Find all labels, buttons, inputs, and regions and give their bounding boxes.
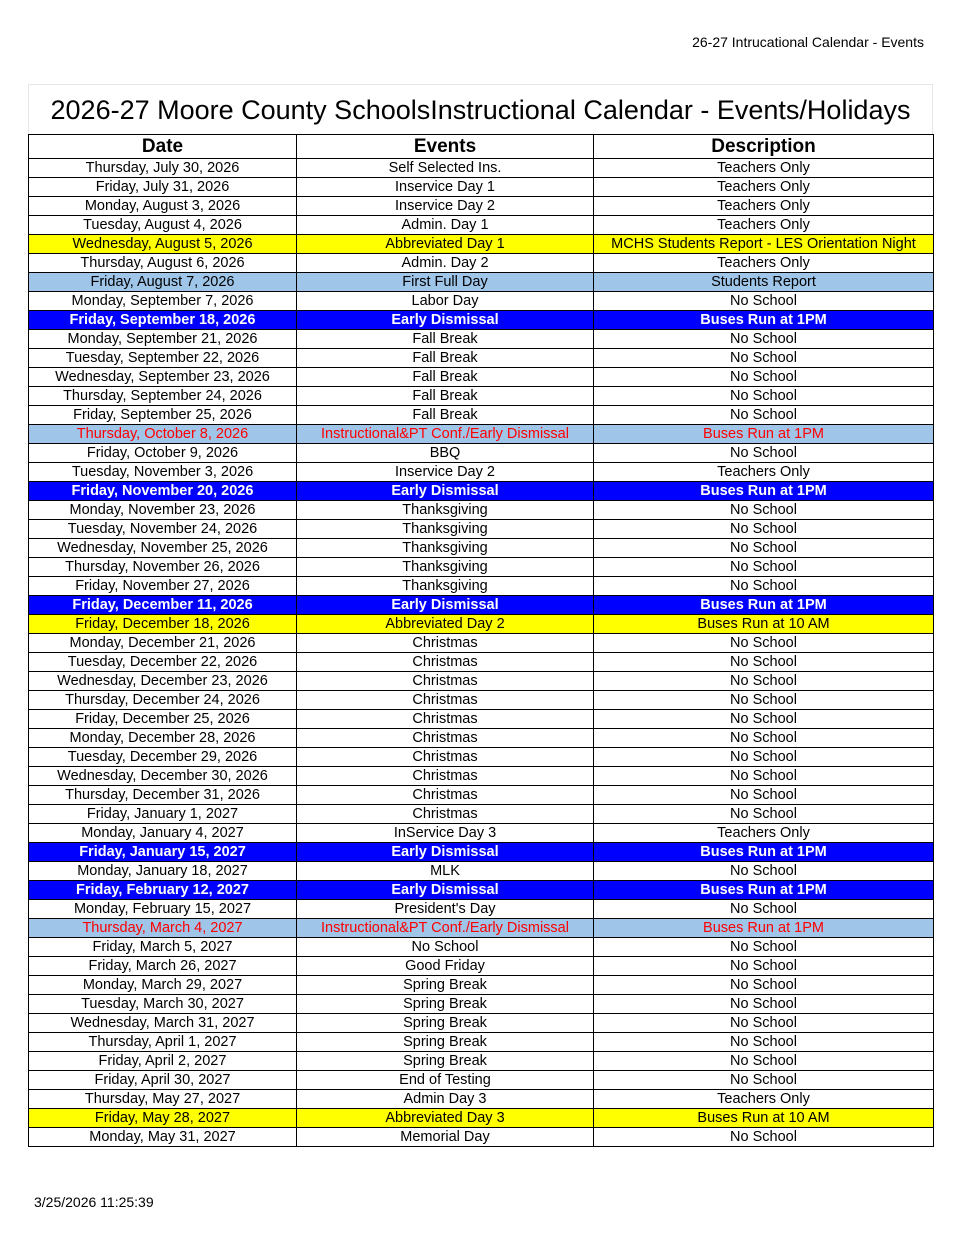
table-row — [29, 539, 934, 558]
cell-description: Teachers Only — [594, 216, 934, 235]
cell-event: Early Dismissal — [297, 311, 594, 330]
cell-date: Tuesday, December 29, 2026 — [29, 748, 297, 767]
cell-description: Teachers Only — [594, 254, 934, 273]
cell-description: No School — [594, 767, 934, 786]
cell-description: Students Report — [594, 273, 934, 292]
column-header-description: Description — [594, 135, 934, 159]
table-row — [29, 520, 934, 539]
cell-date: Thursday, April 1, 2027 — [29, 1033, 297, 1052]
cell-event: Spring Break — [297, 995, 594, 1014]
cell-event: Christmas — [297, 805, 594, 824]
table-row — [29, 1052, 934, 1071]
cell-event: Fall Break — [297, 387, 594, 406]
table-row — [29, 349, 934, 368]
cell-description: No School — [594, 653, 934, 672]
cell-event: Fall Break — [297, 406, 594, 425]
cell-date: Thursday, August 6, 2026 — [29, 254, 297, 273]
cell-description: Teachers Only — [594, 1090, 934, 1109]
column-header-date: Date — [29, 135, 297, 159]
table-row — [29, 862, 934, 881]
table-row — [29, 235, 934, 254]
table-row — [29, 197, 934, 216]
cell-event: Labor Day — [297, 292, 594, 311]
table-row — [29, 387, 934, 406]
cell-description: No School — [594, 330, 934, 349]
cell-date: Friday, April 2, 2027 — [29, 1052, 297, 1071]
cell-date: Wednesday, March 31, 2027 — [29, 1014, 297, 1033]
cell-event: Thanksgiving — [297, 577, 594, 596]
table-row — [29, 976, 934, 995]
table-row — [29, 311, 934, 330]
cell-description: No School — [594, 995, 934, 1014]
cell-date: Thursday, October 8, 2026 — [29, 425, 297, 444]
cell-event: Abbreviated Day 2 — [297, 615, 594, 634]
cell-event: Christmas — [297, 767, 594, 786]
cell-date: Friday, March 5, 2027 — [29, 938, 297, 957]
table-row — [29, 710, 934, 729]
cell-description: No School — [594, 1052, 934, 1071]
table-row — [29, 159, 934, 178]
table-row — [29, 634, 934, 653]
table-row — [29, 444, 934, 463]
cell-description: Buses Run at 1PM — [594, 311, 934, 330]
cell-date: Thursday, March 4, 2027 — [29, 919, 297, 938]
cell-description: No School — [594, 805, 934, 824]
table-row — [29, 672, 934, 691]
cell-event: Early Dismissal — [297, 596, 594, 615]
cell-date: Tuesday, September 22, 2026 — [29, 349, 297, 368]
table-row — [29, 368, 934, 387]
table-row — [29, 805, 934, 824]
cell-description: Buses Run at 1PM — [594, 881, 934, 900]
cell-event: Inservice Day 1 — [297, 178, 594, 197]
cell-description: No School — [594, 976, 934, 995]
table-row — [29, 558, 934, 577]
table-row — [29, 425, 934, 444]
cell-date: Friday, April 30, 2027 — [29, 1071, 297, 1090]
cell-event: Christmas — [297, 786, 594, 805]
cell-description: Teachers Only — [594, 824, 934, 843]
cell-date: Friday, September 25, 2026 — [29, 406, 297, 425]
cell-date: Friday, January 15, 2027 — [29, 843, 297, 862]
cell-event: Christmas — [297, 634, 594, 653]
cell-event: Good Friday — [297, 957, 594, 976]
cell-event: Admin. Day 1 — [297, 216, 594, 235]
cell-event: Self Selected Ins. — [297, 159, 594, 178]
print-timestamp: 3/25/2026 11:25:39 — [34, 1194, 154, 1210]
table-row — [29, 463, 934, 482]
cell-description: Buses Run at 10 AM — [594, 1109, 934, 1128]
table-row — [29, 482, 934, 501]
table-row — [29, 292, 934, 311]
cell-date: Monday, May 31, 2027 — [29, 1128, 297, 1147]
cell-description: No School — [594, 368, 934, 387]
table-row — [29, 596, 934, 615]
cell-date: Wednesday, August 5, 2026 — [29, 235, 297, 254]
cell-description: Buses Run at 1PM — [594, 596, 934, 615]
cell-date: Friday, May 28, 2027 — [29, 1109, 297, 1128]
table-row — [29, 767, 934, 786]
cell-description: Buses Run at 1PM — [594, 482, 934, 501]
cell-description: Buses Run at 10 AM — [594, 615, 934, 634]
cell-description: No School — [594, 729, 934, 748]
table-row — [29, 216, 934, 235]
cell-date: Friday, December 11, 2026 — [29, 596, 297, 615]
table-body — [29, 159, 934, 1147]
cell-description: Teachers Only — [594, 197, 934, 216]
cell-event: Admin Day 3 — [297, 1090, 594, 1109]
table-row — [29, 615, 934, 634]
cell-date: Monday, January 18, 2027 — [29, 862, 297, 881]
table-row — [29, 729, 934, 748]
cell-date: Friday, August 7, 2026 — [29, 273, 297, 292]
cell-event: Abbreviated Day 1 — [297, 235, 594, 254]
cell-description: Buses Run at 1PM — [594, 843, 934, 862]
cell-description: No School — [594, 691, 934, 710]
cell-event: Fall Break — [297, 330, 594, 349]
cell-event: Christmas — [297, 691, 594, 710]
cell-event: Spring Break — [297, 1033, 594, 1052]
cell-description: No School — [594, 786, 934, 805]
cell-event: Christmas — [297, 672, 594, 691]
cell-description: Buses Run at 1PM — [594, 425, 934, 444]
cell-event: Spring Break — [297, 976, 594, 995]
cell-event: First Full Day — [297, 273, 594, 292]
cell-date: Monday, March 29, 2027 — [29, 976, 297, 995]
cell-date: Thursday, December 31, 2026 — [29, 786, 297, 805]
cell-date: Friday, November 27, 2026 — [29, 577, 297, 596]
table-row — [29, 957, 934, 976]
cell-event: Thanksgiving — [297, 520, 594, 539]
cell-description: No School — [594, 577, 934, 596]
cell-description: No School — [594, 938, 934, 957]
table-row — [29, 1033, 934, 1052]
cell-date: Friday, November 20, 2026 — [29, 482, 297, 501]
cell-description: No School — [594, 748, 934, 767]
cell-date: Monday, August 3, 2026 — [29, 197, 297, 216]
cell-date: Wednesday, December 23, 2026 — [29, 672, 297, 691]
cell-event: Spring Break — [297, 1014, 594, 1033]
table-row — [29, 1014, 934, 1033]
cell-event: Thanksgiving — [297, 539, 594, 558]
cell-event: Spring Break — [297, 1052, 594, 1071]
table-row — [29, 501, 934, 520]
cell-event: Memorial Day — [297, 1128, 594, 1147]
cell-description: MCHS Students Report - LES Orientation Night — [594, 235, 934, 254]
table-row — [29, 1090, 934, 1109]
cell-date: Wednesday, December 30, 2026 — [29, 767, 297, 786]
table-row — [29, 577, 934, 596]
table-row — [29, 406, 934, 425]
table-row — [29, 653, 934, 672]
cell-date: Thursday, July 30, 2026 — [29, 159, 297, 178]
cell-event: MLK — [297, 862, 594, 881]
cell-date: Friday, October 9, 2026 — [29, 444, 297, 463]
cell-event: No School — [297, 938, 594, 957]
cell-event: Christmas — [297, 653, 594, 672]
table-row — [29, 178, 934, 197]
cell-date: Friday, September 18, 2026 — [29, 311, 297, 330]
cell-event: President's Day — [297, 900, 594, 919]
calendar-sheet — [28, 84, 933, 1147]
cell-description: No School — [594, 634, 934, 653]
cell-event: Christmas — [297, 710, 594, 729]
cell-event: Instructional&PT Conf./Early Dismissal — [297, 425, 594, 444]
cell-date: Monday, January 4, 2027 — [29, 824, 297, 843]
cell-description: No School — [594, 520, 934, 539]
table-row — [29, 786, 934, 805]
cell-event: Inservice Day 2 — [297, 463, 594, 482]
cell-date: Friday, July 31, 2026 — [29, 178, 297, 197]
cell-description: Teachers Only — [594, 463, 934, 482]
cell-description: Teachers Only — [594, 178, 934, 197]
cell-date: Monday, February 15, 2027 — [29, 900, 297, 919]
cell-date: Tuesday, March 30, 2027 — [29, 995, 297, 1014]
column-header-events: Events — [297, 135, 594, 159]
cell-date: Monday, December 21, 2026 — [29, 634, 297, 653]
cell-date: Friday, December 25, 2026 — [29, 710, 297, 729]
cell-date: Monday, September 7, 2026 — [29, 292, 297, 311]
cell-date: Tuesday, November 24, 2026 — [29, 520, 297, 539]
cell-date: Monday, December 28, 2026 — [29, 729, 297, 748]
table-header-row — [29, 135, 934, 159]
table-row — [29, 1109, 934, 1128]
table-row — [29, 748, 934, 767]
cell-event: Early Dismissal — [297, 482, 594, 501]
table-row — [29, 691, 934, 710]
table-row — [29, 1071, 934, 1090]
cell-description: Buses Run at 1PM — [594, 919, 934, 938]
cell-date: Tuesday, December 22, 2026 — [29, 653, 297, 672]
cell-description: No School — [594, 501, 934, 520]
cell-description: No School — [594, 672, 934, 691]
page-header: 26-27 Intrucational Calendar - Events — [692, 34, 924, 50]
cell-event: Thanksgiving — [297, 501, 594, 520]
cell-date: Friday, March 26, 2027 — [29, 957, 297, 976]
cell-description: No School — [594, 444, 934, 463]
cell-event: InService Day 3 — [297, 824, 594, 843]
cell-event: End of Testing — [297, 1071, 594, 1090]
cell-date: Monday, November 23, 2026 — [29, 501, 297, 520]
cell-description: No School — [594, 957, 934, 976]
cell-description: No School — [594, 1128, 934, 1147]
cell-event: Thanksgiving — [297, 558, 594, 577]
cell-description: No School — [594, 349, 934, 368]
table-row — [29, 938, 934, 957]
cell-description: No School — [594, 387, 934, 406]
cell-date: Friday, January 1, 2027 — [29, 805, 297, 824]
cell-event: Instructional&PT Conf./Early Dismissal — [297, 919, 594, 938]
table-row — [29, 254, 934, 273]
cell-date: Thursday, September 24, 2026 — [29, 387, 297, 406]
events-table — [28, 134, 934, 1147]
cell-date: Wednesday, November 25, 2026 — [29, 539, 297, 558]
cell-description: No School — [594, 900, 934, 919]
table-row — [29, 919, 934, 938]
cell-event: Fall Break — [297, 368, 594, 387]
cell-description: No School — [594, 558, 934, 577]
cell-description: Teachers Only — [594, 159, 934, 178]
cell-date: Friday, February 12, 2027 — [29, 881, 297, 900]
cell-event: Christmas — [297, 748, 594, 767]
cell-event: Abbreviated Day 3 — [297, 1109, 594, 1128]
cell-date: Friday, December 18, 2026 — [29, 615, 297, 634]
cell-event: Inservice Day 2 — [297, 197, 594, 216]
cell-date: Monday, September 21, 2026 — [29, 330, 297, 349]
table-row — [29, 843, 934, 862]
cell-event: Admin. Day 2 — [297, 254, 594, 273]
cell-description: No School — [594, 862, 934, 881]
cell-event: Early Dismissal — [297, 881, 594, 900]
table-row — [29, 824, 934, 843]
page-title: 2026-27 Moore County SchoolsInstructional Calendar - Events/Holidays — [28, 85, 933, 134]
cell-description: No School — [594, 1014, 934, 1033]
cell-date: Tuesday, November 3, 2026 — [29, 463, 297, 482]
table-row — [29, 330, 934, 349]
table-row — [29, 900, 934, 919]
cell-description: No School — [594, 539, 934, 558]
cell-date: Thursday, May 27, 2027 — [29, 1090, 297, 1109]
cell-description: No School — [594, 1033, 934, 1052]
cell-event: BBQ — [297, 444, 594, 463]
cell-description: No School — [594, 292, 934, 311]
cell-description: No School — [594, 1071, 934, 1090]
cell-date: Thursday, December 24, 2026 — [29, 691, 297, 710]
cell-date: Thursday, November 26, 2026 — [29, 558, 297, 577]
cell-event: Fall Break — [297, 349, 594, 368]
table-row — [29, 273, 934, 292]
table-row — [29, 881, 934, 900]
cell-description: No School — [594, 406, 934, 425]
cell-description: No School — [594, 710, 934, 729]
table-row — [29, 995, 934, 1014]
cell-date: Tuesday, August 4, 2026 — [29, 216, 297, 235]
cell-date: Wednesday, September 23, 2026 — [29, 368, 297, 387]
cell-event: Early Dismissal — [297, 843, 594, 862]
table-row — [29, 1128, 934, 1147]
cell-event: Christmas — [297, 729, 594, 748]
